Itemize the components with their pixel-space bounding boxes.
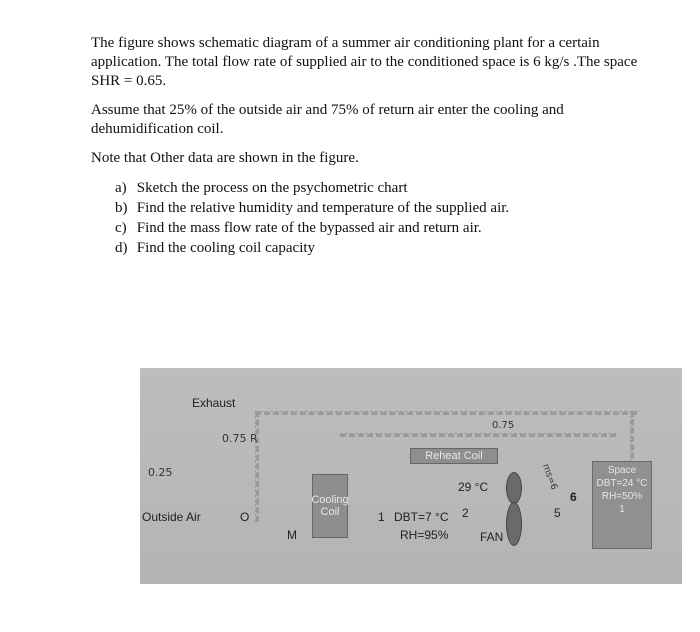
top-return-duct <box>255 411 637 415</box>
fan-label: FAN <box>480 530 504 544</box>
problem-text <box>91 34 661 258</box>
problem-paragraph-1: The figure shows schematic diagram of a summer air conditioning plant for a certain application. The total flow rate of supplied air to the conditioned space is 6 kg/s .The space SHR = 0.65. <box>91 35 638 89</box>
space-dbt: DBT=24 °C <box>596 478 648 489</box>
fan-blade-bottom <box>506 502 522 546</box>
schematic-figure <box>140 368 682 584</box>
question-a: a) Sketch the process on the psychometric chart <box>115 180 408 196</box>
annotation-6: 6 <box>570 490 577 504</box>
rh-95: RH=95% <box>400 528 449 542</box>
question-b: b) Find the relative humidity and temperature of the supplied air. <box>115 200 510 216</box>
point-1: 1 <box>378 510 385 524</box>
reheat-coil-box: Reheat Coil <box>410 448 498 464</box>
right-return-duct <box>630 411 634 467</box>
exhaust-label: Exhaust <box>192 396 236 410</box>
cooling-coil-box: Cooling Coil <box>312 474 348 538</box>
annotation-075r: 0.75 R <box>222 432 258 445</box>
space-rh: RH=50% <box>601 491 643 502</box>
problem-paragraph-3: Note that Other data are shown in the figure. <box>91 150 359 166</box>
annotation-025: 0.25 <box>148 466 173 479</box>
space-title: Space <box>607 465 637 476</box>
annotation-top: 0.75 <box>492 420 515 431</box>
outside-air-label: Outside Air <box>142 510 201 524</box>
space-box <box>592 461 652 549</box>
fan-blade-top <box>506 472 522 504</box>
question-d: d) Find the cooling coil capacity <box>115 240 316 256</box>
space-point: 1 <box>619 504 625 515</box>
problem-paragraph-2: Assume that 25% of the outside air and 75% of return air enter the cooling and dehumidification coil. <box>91 102 564 137</box>
questions-list <box>91 178 661 258</box>
dbt-7: DBT=7 °C <box>394 510 449 524</box>
point-2: 2 <box>462 506 469 520</box>
temp-29: 29 °C <box>458 480 489 494</box>
question-c: c) Find the mass flow rate of the bypassed air and return air. <box>115 220 482 236</box>
left-exhaust-duct <box>255 411 259 522</box>
bypass-duct <box>340 433 616 437</box>
annotation-ms: ms=6 <box>540 462 559 492</box>
point-5: 5 <box>554 506 561 520</box>
point-m: M <box>287 528 297 542</box>
point-o: O <box>240 510 250 524</box>
